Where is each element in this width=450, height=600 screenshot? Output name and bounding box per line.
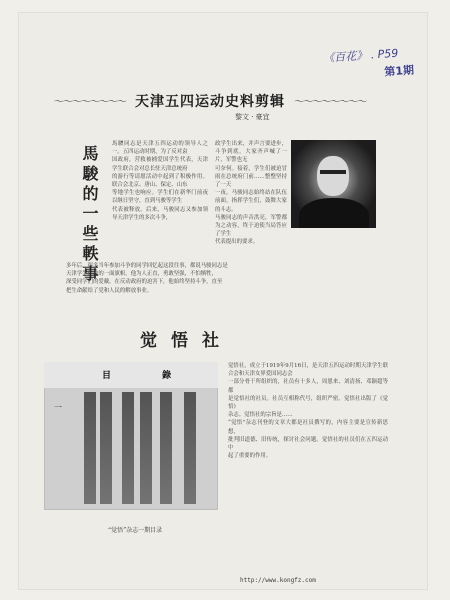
section-text-line: 一部分骨干所组织的，社员有十多人，周恩来、刘清扬、邓颖超等都 <box>228 379 388 394</box>
article-authors: 黎文 · 豪宜 <box>235 113 270 121</box>
bottom-text-line: 深受同学们的爱戴。在反动政府的迫害下，他始终坚持斗争，直至 <box>66 279 223 286</box>
left-text-line: 等地学生也响应。学生们在新华门前夜以继日坚守，直到马骏等学生 <box>112 190 208 205</box>
left-text-block <box>112 140 208 260</box>
right-text-line: 可奈何。接着，学生们被迫冒雨在总统府门前……整整坚持了一天 <box>215 165 287 189</box>
clipping-mark: 一 <box>54 403 62 412</box>
handwritten-note <box>323 42 436 90</box>
right-text-line: 政学生出来，并声言要进步，斗争到底。大家齐声喊了一片，军警也无 <box>215 141 287 164</box>
section-title: 觉悟社 <box>140 331 233 351</box>
section-text-line: 批判旧道德、旧传统，探讨社会问题。觉悟社的社员们在五四运动中 <box>228 436 388 452</box>
bottom-text-line: 多年后，很多当年参加斗争的同学回忆起这段往事，都说马骏同志是 <box>66 263 228 269</box>
section-text-line: 觉悟社，成立于1919年9月16日，是天津五四运动时期天津学生联合会和天津女界爱国同志会 <box>228 363 388 378</box>
footer-watermark: http://www.kongfz.com <box>240 577 316 584</box>
handwritten-note-line1: 《百花》 . P59 <box>322 46 399 65</box>
column-title: 馬駿的一些軼事 <box>80 145 99 285</box>
left-text-line: 代表被释放。后来，马骏同志又参加领导天津学生的多次斗争， <box>112 206 208 221</box>
handwritten-note-line2: 第1期 <box>383 63 415 79</box>
left-text-line: 国政府，营救被捕爱国学生代表，天津学生联合会对总长驻天津总统府 <box>112 157 208 172</box>
clipping-caption: “觉悟”杂志一期目录 <box>108 527 163 534</box>
left-text-line: 馬駿同志是天津五四运动的领导人之一。五四运动时期，为了反对袁 <box>112 141 208 156</box>
right-text-line: 代表提出的要求。 <box>215 239 259 246</box>
bottom-text-line: 把生命献给了党和人民的解放事业。 <box>66 287 153 294</box>
wave-ornament-left: ～～～～～～～～ <box>53 97 126 108</box>
portrait-photo <box>291 140 376 228</box>
section-text-line: 起了重要的作用。 <box>228 453 272 460</box>
section-text-block <box>228 362 388 538</box>
left-text-line: 的游行等请愿活动中起到了积极作用。联合会北京、唐山、保定、山东 <box>112 173 208 189</box>
article-title: 天津五四运动史料剪辑 <box>135 93 285 110</box>
wave-ornament-right: ～～～～～～～～ <box>294 97 367 108</box>
article-title-row <box>40 90 380 111</box>
section-text-line: 是觉悟社的社员。社员互相称代号，组织严密。觉悟社出版了《觉悟》 <box>228 395 388 411</box>
bottom-text-block <box>66 262 388 316</box>
bottom-text-line: 天津学生运动的一面旗帜。他为人正直，勇敢坚强，不怕牺牲， <box>66 271 217 278</box>
right-text-line: 马骏同志的声音洪亮，军警都为之动容，终于迫使当局答应了学生 <box>215 214 287 238</box>
right-text-line: 一夜。马骏同志始终站在队伍前面，指挥学生们，鼓舞大家的斗志。 <box>215 190 287 213</box>
section-text-line: “觉悟”杂志刊登的文章大都是社员撰写的，内容主要是宣传新思想， <box>228 420 388 435</box>
section-text-line: 杂志。觉悟社的宗旨是…… <box>228 412 293 419</box>
clipping-header: 目 錄 <box>102 371 196 381</box>
clipping-image <box>44 362 218 510</box>
